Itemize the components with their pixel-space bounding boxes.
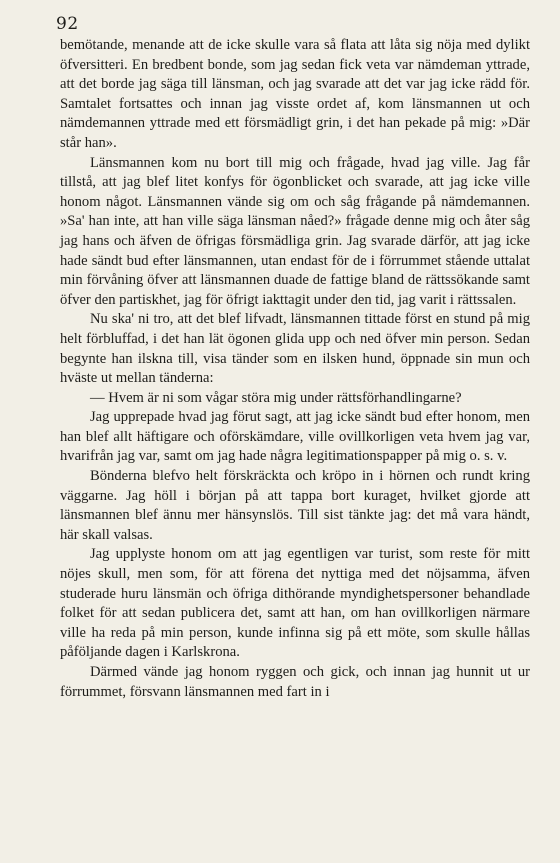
page-number: 92 (56, 14, 79, 34)
paragraph-7: Jag upplyste honom om att jag egentligen var turist, som reste för mitt nöjes skull, men som, för att förena det nyttiga med det nöjsamma, äfven studerade huru länsmän och öfriga dithörande myndighetspersoner behandlade folket för att sedan publicera det, samt att han, om han ovillkorligen närmare ville ha reda på min person, kunde infinna sig på ett möte, som skulle hållas påföljande dagen i Karlskrona. (60, 546, 530, 661)
paragraph-1: bemötande, menande att de icke skulle vara så flata att låta sig nöja med dylikt öfversitteri. En bredbent bonde, som jag sedan fick veta var nämdeman yttrade, att det borde jag säga till länsman, och jag svarade att det var jag icke rädd för. Samtalet fortsattes och innan jag visste ordet af, kom länsmannen ut och nämdemannen yttrade med ett försmädligt grin, i det han pekade på mig: »Där står han». (60, 37, 530, 151)
paragraph-3: Nu ska' ni tro, att det blef lifvadt, länsmannen tittade först en stund på mig helt förbluffad, i det han lät ögonen glida upp och ned öfver min person. Sedan begynte han ilskna till, visa tänder som en ilsken hund, öppnade sin mun och hväste ut mellan tänderna: (60, 311, 530, 387)
body-text (60, 36, 530, 702)
paragraph-8: Därmed vände jag honom ryggen och gick, och innan jag hunnit ut ur förrummet, försvann länsmannen med fart in i (60, 664, 530, 700)
paragraph-4: — Hvem är ni som vågar störa mig under rättsförhandlingarne? (90, 389, 462, 406)
paragraph-5: Jag upprepade hvad jag förut sagt, att jag icke sändt bud efter honom, men han blef allt häftigare och oförskämdare, ville ovillkorligen veta hvem jag var, hvarifrån jag var, samt om jag hade några legitimationspapper på mig o. s. v. (60, 409, 530, 465)
paragraph-2: Länsmannen kom nu bort till mig och frågade, hvad jag ville. Jag får tillstå, att jag blef litet konfys för ögonblicket och svarade, att jag icke ville honom något. Länsmannen vände sig om och såg frågande på nämdemannen. »Sa' han inte, att han ville säga länsman nåed?» frågade denne mig och åter såg jag hans och äfven de öfrigas försmädliga grin. Jag svarade därför, att jag icke hade sändt bud efter länsmannen, utan endast för de i förrummet stående uttalat min förvåning öfver att länsmannen duade de fattige bland de rättssökande samt öfver den partiskhet, jag för öfrigt iakttagit under den tid, jag varit i rättssalen. (60, 154, 530, 308)
paragraph-6: Bönderna blefvo helt förskräckta och kröpo in i hörnen och rundt kring väggarne. Jag höll i början på att tappa bort kuraget, hvilket gjorde att länsmannen blef ännu mer hänsynslös. Till sist tänkte jag: det må vara händt, här skall valsas. (60, 468, 530, 543)
